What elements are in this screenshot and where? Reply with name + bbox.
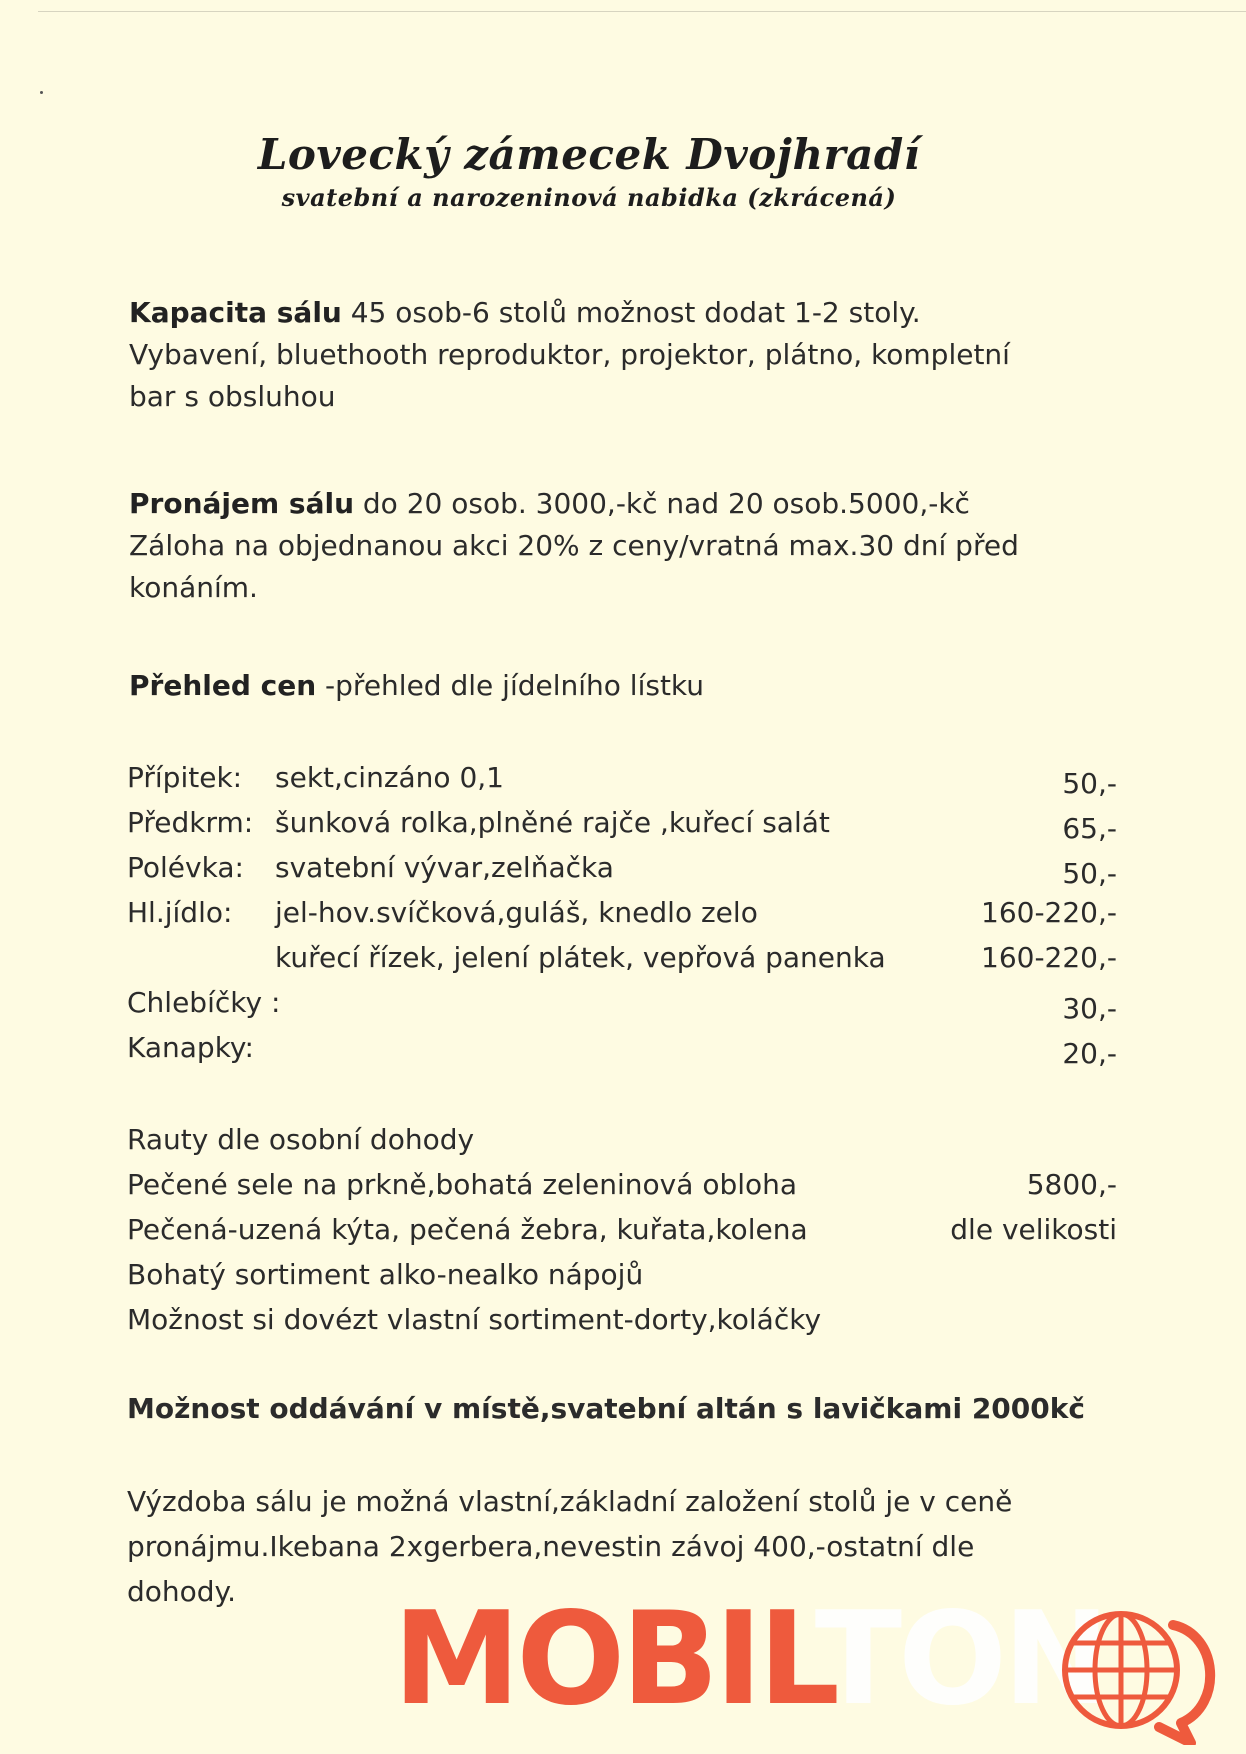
page-subtitle: svatební a narozeninová nabidka (zkrácená) — [281, 183, 897, 212]
menu-row — [127, 935, 1117, 980]
menu-price: 50,- — [1062, 857, 1117, 890]
header — [0, 130, 1178, 212]
extra-row — [127, 1117, 1117, 1162]
menu-row — [127, 755, 1117, 800]
menu-price: 30,- — [1062, 992, 1117, 1025]
menu-label: Předkrm: — [127, 806, 254, 839]
capacity-label: Kapacita sálu — [129, 296, 342, 329]
capacity-line3: bar s obsluhou — [129, 380, 336, 413]
ceremony-note: Možnost oddávání v místě,svatební altán s lavičkami 2000kč — [127, 1392, 1085, 1425]
menu-item: šunková rolka,plněné rajče ,kuřecí salát — [275, 806, 830, 839]
scan-speck — [40, 91, 43, 94]
menu-price: 20,- — [1062, 1037, 1117, 1070]
capacity-section — [129, 292, 1129, 418]
watermark-text — [393, 1585, 1106, 1735]
extra-text: Pečená-uzená kýta, pečená žebra, kuřata,kolena — [127, 1213, 808, 1246]
capacity-line2: Vybavení, bluethooth reproduktor, projektor, plátno, kompletní — [129, 338, 1010, 371]
rental-section — [129, 483, 1129, 609]
mobilton-watermark — [393, 1585, 1223, 1735]
watermark-text-part1: MOBIL — [393, 1585, 815, 1734]
menu-item: kuřecí řízek, jelení plátek, vepřová panenka — [275, 941, 886, 974]
page-title: Lovecký zámecek Dvojhradí — [257, 130, 921, 179]
menu-price: 160-220,- — [981, 941, 1117, 974]
decoration-line1: Výzdoba sálu je možná vlastní,základní založení stolů je v ceně — [127, 1485, 1013, 1518]
extra-price: dle velikosti — [950, 1213, 1117, 1246]
menu-label: Přípitek: — [127, 761, 243, 794]
extra-row — [127, 1207, 1117, 1252]
price-list — [127, 755, 1117, 1070]
menu-price: 65,- — [1062, 812, 1117, 845]
extra-row — [127, 1252, 1117, 1297]
menu-label: Chlebíčky : — [127, 986, 281, 1019]
overview-text: -přehled dle jídelního lístku — [316, 669, 705, 702]
menu-item: sekt,cinzáno 0,1 — [275, 761, 504, 794]
decoration-line3: dohody. — [127, 1575, 237, 1608]
menu-label: Kanapky: — [127, 1031, 254, 1064]
decoration-line2: pronájmu.Ikebana 2xgerbera,nevestin závoj 400,-ostatní dle — [127, 1530, 975, 1563]
extra-text: Rauty dle osobní dohody — [127, 1123, 475, 1156]
extra-text: Bohatý sortiment alko-nealko nápojů — [127, 1258, 644, 1291]
menu-row — [127, 800, 1117, 845]
overview-label: Přehled cen — [129, 669, 317, 702]
extras-list — [127, 1117, 1117, 1342]
rental-label: Pronájem sálu — [129, 487, 354, 520]
menu-row — [127, 1025, 1117, 1070]
extra-row — [127, 1297, 1117, 1342]
extra-text: Pečené sele na prkně,bohatá zeleninová obloha — [127, 1168, 798, 1201]
extra-price: 5800,- — [1026, 1168, 1117, 1201]
capacity-line1: 45 osob-6 stolů možnost dodat 1-2 stoly. — [341, 296, 921, 329]
menu-label: Polévka: — [127, 851, 244, 884]
rental-line1: do 20 osob. 3000,-kč nad 20 osob.5000,-kč — [354, 487, 970, 520]
menu-price: 50,- — [1062, 767, 1117, 800]
menu-price: 160-220,- — [981, 896, 1117, 929]
menu-row — [127, 980, 1117, 1025]
menu-label: Hl.jídlo: — [127, 896, 233, 929]
menu-row — [127, 890, 1117, 935]
top-border-line — [38, 11, 1246, 12]
menu-item: svatební vývar,zelňačka — [275, 851, 614, 884]
menu-item: jel-hov.svíčková,guláš, knedlo zelo — [275, 896, 758, 929]
menu-row — [127, 845, 1117, 890]
rental-line3: konáním. — [129, 571, 258, 604]
extra-row — [127, 1162, 1117, 1207]
watermark-text-part2: TON — [814, 1585, 1106, 1734]
extra-text: Možnost si dovézt vlastní sortiment-dorty,koláčky — [127, 1303, 822, 1336]
rental-line2: Záloha na objednanou akci 20% z ceny/vratná max.30 dní před — [129, 529, 1019, 562]
overview-section — [129, 665, 1129, 707]
globe-icon — [1041, 1595, 1221, 1745]
